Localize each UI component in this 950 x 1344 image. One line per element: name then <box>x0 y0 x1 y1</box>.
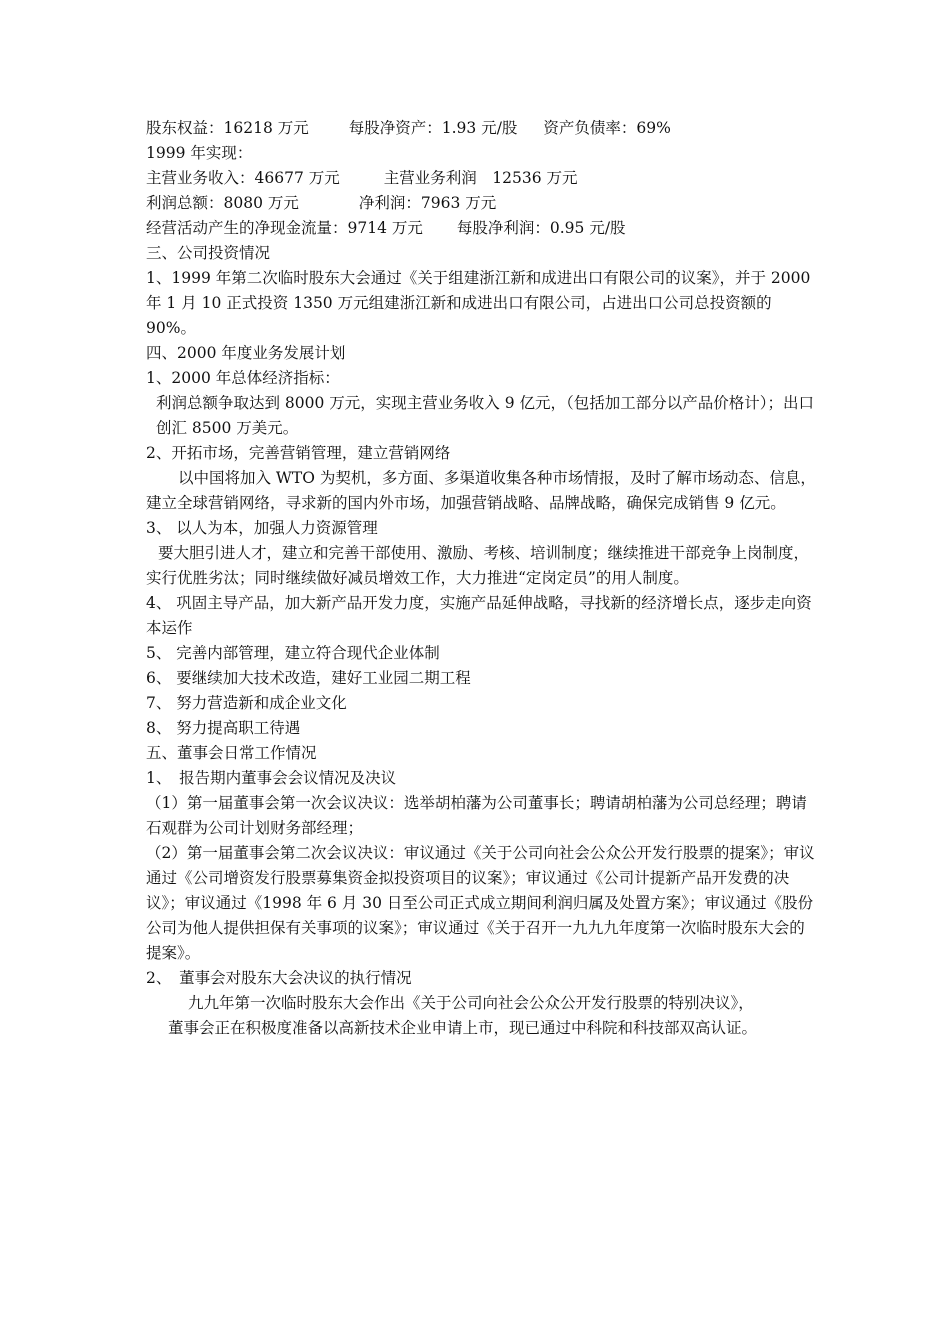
plan-item-4: 4、 巩固主导产品，加大新产品开发力度，实施产品延伸战略，寻找新的经济增长点，逐步走向资本运作 <box>146 594 812 637</box>
plan-item-8: 8、 努力提高职工待遇 <box>146 719 301 737</box>
financials-row-1 <box>146 116 816 141</box>
plan-item-3-text: 要大胆引进人才，建立和完善干部使用、激励、考核、培训制度；继续推进干部竞争上岗制度，实行优胜劣汰；同时继续做好减员增效工作，大力推进“定岗定员”的用人制度。 <box>146 544 810 587</box>
section4-heading: 四、2000 年度业务发展计划 <box>146 344 346 362</box>
section5-heading: 五、董事会日常工作情况 <box>146 744 317 762</box>
execution-line-1: 九九年第一次临时股东大会作出《关于公司向社会公众公开发行股票的特别决议》， <box>188 994 754 1012</box>
financials-row-4 <box>146 216 816 241</box>
section3-paragraph: 1、1999 年第二次临时股东大会通过《关于组建浙江新和成进出口有限公司的议案》，并于 2000 年 1 月 10 正式投资 1350 万元组建浙江新和成进出口有限公司，占进出口公司总投资额的 90%。 <box>146 269 811 337</box>
document-page <box>146 116 816 1041</box>
execution-line-2: 董事会正在积极度准备以高新技术企业申请上市，现已通过中科院和科技部双高认证。 <box>168 1019 758 1037</box>
debt-ratio-text: 资产负债率：69% <box>543 119 671 137</box>
financials-row-2 <box>146 166 816 191</box>
business-profit-text: 主营业务利润 12536 万元 <box>383 169 578 187</box>
plan-item-1-title: 1、2000 年总体经济指标： <box>146 369 340 387</box>
nav-per-share-text: 每股净资产：1.93 元/股 <box>348 119 518 137</box>
plan-item-7: 7、 努力营造新和成企业文化 <box>146 694 347 712</box>
board-meeting-2: （2）第一届董事会第二次会议决议：审议通过《关于公司向社会公众公开发行股票的提案》；审议通过《公司增资发行股票募集资金拟投资项目的议案》；审议通过《公司计提新产品开发费的决议》；审议通过《1998 年 6 月 30 日至公司正式成立期间利润归属及处置方案》；审议通过《股份公司为他人提供担保有关事项的议案》；审议通过《关于召开一九九九年度第一次临时股东大会的提案》。 <box>146 844 815 962</box>
board-sub-2-title: 2、 董事会对股东大会决议的执行情况 <box>146 969 412 987</box>
plan-item-3-body <box>146 541 816 591</box>
plan-item-6: 6、 要继续加大技术改造，建好工业园二期工程 <box>146 669 471 687</box>
equity-text: 股东权益：16218 万元 <box>146 119 309 137</box>
cash-flow-text: 经营活动产生的净现金流量：9714 万元 <box>146 219 423 237</box>
section3-heading: 三、公司投资情况 <box>146 244 271 262</box>
plan-item-1-body: 利润总额争取达到 8000 万元，实现主营业务收入 9 亿元，（包括加工部分以产品价格计）；出口创汇 8500 万美元。 <box>156 394 815 437</box>
plan-item-2-body <box>146 466 816 516</box>
net-profit-text: 净利润：7963 万元 <box>358 194 497 212</box>
year-heading: 1999 年实现： <box>146 144 253 162</box>
plan-item-3-title: 3、 以人为本，加强人力资源管理 <box>146 519 378 537</box>
eps-text: 每股净利润：0.95 元/股 <box>456 219 626 237</box>
board-sub-1-title: 1、 报告期内董事会会议情况及决议 <box>146 769 397 787</box>
revenue-text: 主营业务收入：46677 万元 <box>146 169 340 187</box>
total-profit-text: 利润总额：8080 万元 <box>146 194 299 212</box>
plan-item-2-title: 2、开拓市场，完善营销管理，建立营销网络 <box>146 444 451 462</box>
plan-item-2-text: 以中国将加入 WTO 为契机，多方面、多渠道收集各种市场情报，及时了解市场动态、信息，建立全球营销网络，寻求新的国内外市场，加强营销战略、品牌战略，确保完成销售 9 亿元。 <box>146 469 816 512</box>
financials-row-3 <box>146 191 816 216</box>
plan-item-5: 5、 完善内部管理，建立符合现代企业体制 <box>146 644 440 662</box>
board-meeting-1: （1）第一届董事会第一次会议决议：选举胡柏藩为公司董事长；聘请胡柏藩为公司总经理；聘请石观群为公司计划财务部经理； <box>146 794 807 837</box>
